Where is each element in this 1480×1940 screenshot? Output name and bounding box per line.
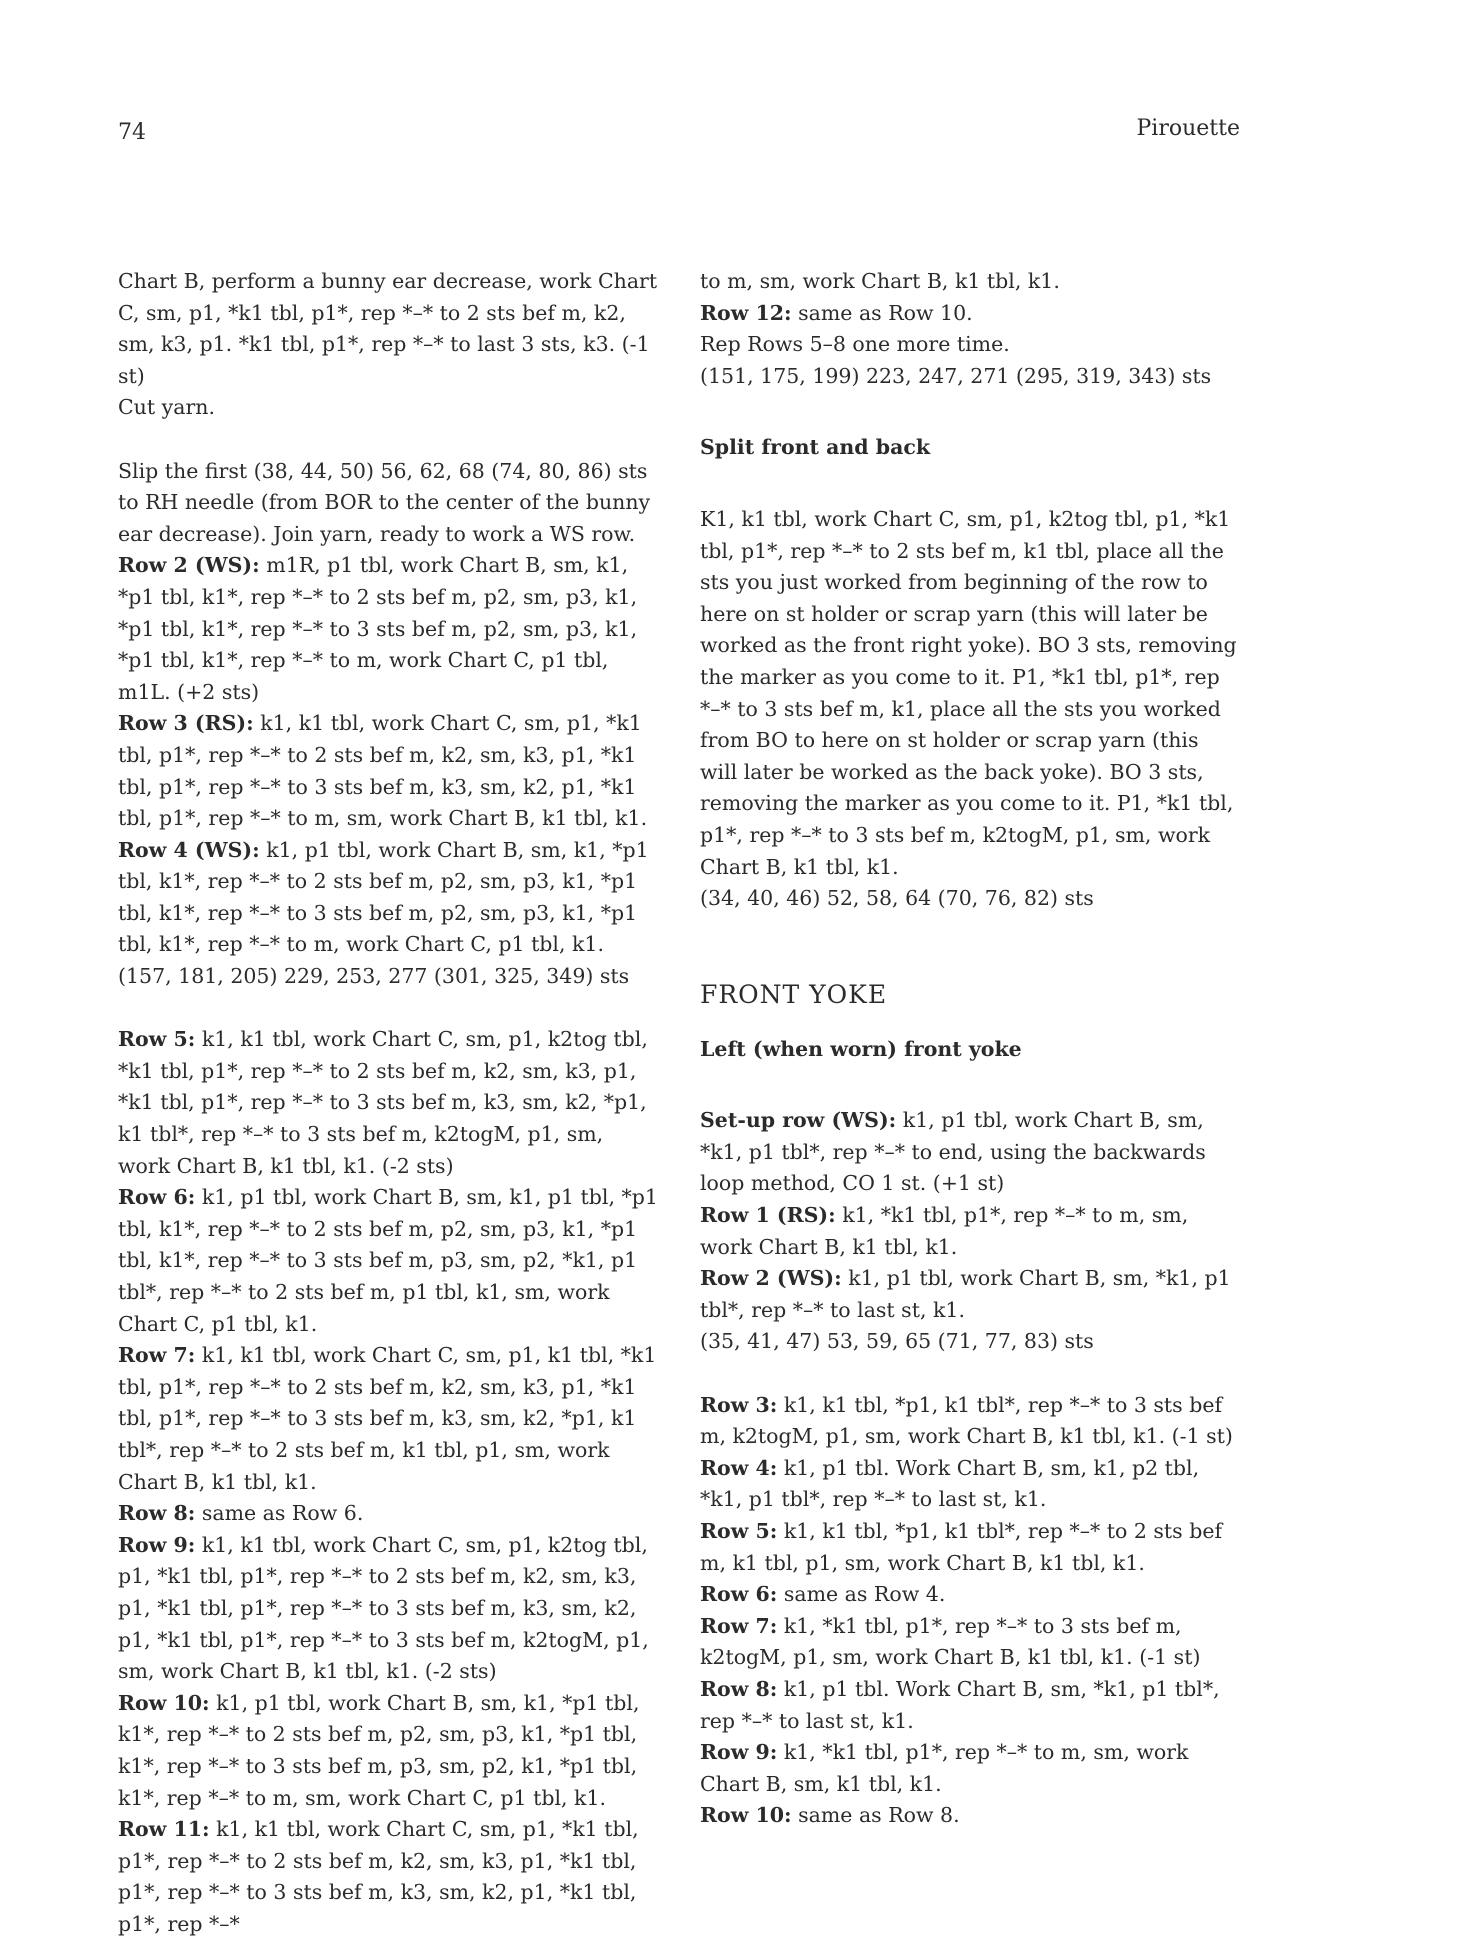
row-label: Row 10:: [700, 1803, 792, 1828]
left-front-yoke-heading: Left (when worn) front yoke: [700, 1036, 1022, 1061]
stitch-count: (157, 181, 205) 229, 253, 277 (301, 325, 349) sts: [118, 964, 630, 989]
row-label: Row 7:: [118, 1343, 196, 1368]
row-6-instruction: [118, 1182, 658, 1340]
row-text: k1, k1 tbl, work Chart C, sm, p1, *k1 tbl, p1*, rep *–* to 2 sts bef m, k2, sm, k3, p1, *k1 tbl, p1*, rep *–* to 3 sts bef m, k3, sm, k2, p1, *k1 tbl, p1*, rep *–*: [118, 1817, 639, 1936]
split-paragraph: K1, k1 tbl, work Chart C, sm, p1, k2tog tbl, p1, *k1 tbl, p1*, rep *–* to 2 sts bef m, k1 tbl, place all the sts you just worked from beginning of the row to here on st holder or scrap yarn (this will later be worked as the front right yoke). BO 3 sts, removing the marker as you come to it. P1, *k1 tbl, p1*, rep *–* to 3 sts bef m, k1, place all the sts you worked from BO to here on st holder or scrap yarn (this will later be worked as the back yoke). BO 3 sts, removing the marker as you come to it. P1, *k1 tbl, p1*, rep *–* to 3 sts bef m, k2togM, p1, sm, work Chart B, k1 tbl, k1.: [700, 506, 1237, 879]
row-text: k1, *k1 tbl, p1*, rep *–* to m, sm, work Chart B, k1 tbl, k1.: [700, 1203, 1189, 1259]
row-text: m1R, p1 tbl, work Chart B, sm, k1, *p1 tbl, k1*, rep *–* to 2 sts bef m, p2, sm, p3, k1, *p1 tbl, k1*, rep *–* to 3 sts bef m, p2, sm, p3, k1, *p1 tbl, k1*, rep *–* to m, work Chart C, p1 tbl, m1L. (+2 sts): [118, 553, 638, 704]
row-label: Row 10:: [118, 1690, 210, 1715]
row-label: Row 2 (WS):: [700, 1266, 842, 1291]
row-label: Set-up row (WS):: [700, 1108, 897, 1133]
row-label: Row 5:: [700, 1519, 778, 1543]
row-label: Row 9:: [700, 1740, 778, 1765]
row-label: Row 8:: [700, 1676, 778, 1701]
row-label: Row 3:: [700, 1392, 778, 1417]
row-text: same as Row 4.: [777, 1582, 946, 1607]
repeat-instruction: Rep Rows 5–8 one more time.: [700, 332, 1010, 357]
row-text: k1, p1 tbl. Work Chart B, sm, k1, p2 tbl, *k1, p1 tbl*, rep *–* to last st, k1.: [700, 1455, 1200, 1512]
row-label: Row 3 (RS):: [118, 711, 254, 736]
row-text: k1, k1 tbl, work Chart C, sm, p1, k2tog tbl, *k1 tbl, p1*, rep *–* to 2 sts bef m, k2, sm, k3, p1, *k1 tbl, p1*, rep *–* to 3 sts bef m, k3, sm, k2, *p1, k1 tbl*, rep *–* to 3 sts bef m, k2togM, p1, sm, work Chart B, k1 tbl, k1. (-2 sts): [118, 1027, 648, 1178]
row-text: same as Row 10.: [791, 300, 973, 325]
yoke-row-9-instruction: [700, 1737, 1240, 1800]
section-title: FRONT YOKE: [700, 979, 888, 1009]
row-text: k1, k1 tbl, work Chart C, sm, p1, k2tog tbl, p1, *k1 tbl, p1*, rep *–* to 2 sts bef m, k2, sm, k3, p1, *k1 tbl, p1*, rep *–* to 3 sts bef m, k3, sm, k2, p1, *k1 tbl, p1*, rep *–* to 3 sts bef m, k2togM, p1, sm, work Chart B, k1 tbl, k1. (-2 sts): [118, 1532, 649, 1684]
row-11-instruction: [118, 1814, 658, 1940]
row-3-instruction: [118, 708, 658, 834]
row-text: same as Row 6.: [195, 1501, 364, 1526]
yoke-row-10-instruction: [700, 1800, 1240, 1832]
yoke-row-1-instruction: [700, 1200, 1240, 1263]
row-text: k1, k1 tbl, work Chart C, sm, p1, k1 tbl, *k1 tbl, p1*, rep *–* to 2 sts bef m, k2, sm, k3, p1, *k1 tbl, p1*, rep *–* to 3 sts bef m, k3, sm, k2, *p1, k1 tbl*, rep *–* to 2 sts bef m, k1 tbl, p1, sm, work Chart B, k1 tbl, k1.: [118, 1343, 657, 1494]
setup-row-instruction: [700, 1105, 1240, 1200]
row-4-instruction: [118, 835, 658, 961]
stitch-count: (35, 41, 47) 53, 59, 65 (71, 77, 83) sts: [700, 1329, 1094, 1354]
row-label: Row 9:: [118, 1532, 196, 1557]
yoke-row-3-instruction: [700, 1390, 1240, 1453]
row-text: k1, k1 tbl, *p1, k1 tbl*, rep *–* to 2 sts bef m, k1 tbl, p1, sm, work Chart B, k1 tbl, k1.: [700, 1519, 1223, 1575]
row-text: k1, k1 tbl, *p1, k1 tbl*, rep *–* to 3 sts bef m, k2togM, p1, sm, work Chart B, k1 tbl, k1. (-1 st): [700, 1392, 1233, 1449]
yoke-row-2-instruction: [700, 1263, 1240, 1326]
stitch-count: (34, 40, 46) 52, 58, 64 (70, 76, 82) sts: [700, 886, 1094, 911]
left-column: [118, 266, 658, 1940]
slip-paragraph: Slip the first (38, 44, 50) 56, 62, 68 (74, 80, 86) sts to RH needle (from BOR to the center of the bunny ear decrease). Join yarn, ready to work a WS row.: [118, 458, 651, 546]
yoke-row-8-instruction: [700, 1674, 1240, 1737]
yoke-row-5-instruction: [700, 1516, 1240, 1579]
page-number: 74: [118, 120, 146, 145]
row-9-instruction: [118, 1530, 658, 1688]
row-10-instruction: [118, 1688, 658, 1814]
row-label: Row 5:: [118, 1027, 196, 1052]
row-label: Row 2 (WS):: [118, 553, 260, 578]
yoke-row-7-instruction: [700, 1611, 1240, 1674]
row-label: Row 12:: [700, 300, 792, 325]
row-text: k1, p1 tbl, work Chart B, sm, k1, *p1 tbl, k1*, rep *–* to 2 sts bef m, p2, sm, p3, k1, *p1 tbl, k1*, rep *–* to 3 sts bef m, p3, sm, p2, k1, *p1 tbl, k1*, rep *–* to m, sm, work Chart C, p1 tbl, k1.: [118, 1690, 640, 1810]
row-text: k1, k1 tbl, work Chart C, sm, p1, *k1 tbl, p1*, rep *–* to 2 sts bef m, k2, sm, k3, p1, *k1 tbl, p1*, rep *–* to 3 sts bef m, k3, sm, k2, p1, *k1 tbl, p1*, rep *–* to m, sm, work Chart B, k1 tbl, k1.: [118, 711, 648, 831]
row-text: k1, p1 tbl. Work Chart B, sm, *k1, p1 tbl*, rep *–* to last st, k1.: [700, 1676, 1220, 1733]
row-label: Row 4:: [700, 1455, 778, 1480]
stitch-count: (151, 175, 199) 223, 247, 271 (295, 319, 343) sts: [700, 363, 1212, 388]
cut-yarn-line: Cut yarn.: [118, 395, 215, 420]
yoke-row-4-instruction: [700, 1453, 1240, 1516]
running-title: Pirouette: [1136, 116, 1240, 141]
row-text: same as Row 8.: [791, 1803, 960, 1828]
row-text: k1, p1 tbl, work Chart B, sm, k1, *p1 tbl, k1*, rep *–* to 2 sts bef m, p2, sm, p3, k1, *p1 tbl, k1*, rep *–* to 3 sts bef m, p2, sm, p3, k1, *p1 tbl, k1*, rep *–* to m, work Chart C, p1 tbl, k1.: [118, 837, 649, 957]
row-7-instruction: [118, 1340, 658, 1498]
yoke-row-6-instruction: [700, 1579, 1240, 1611]
row-2-instruction: [118, 550, 658, 708]
row-label: Row 6:: [118, 1185, 196, 1210]
split-heading: Split front and back: [700, 435, 931, 460]
row-8-instruction: [118, 1498, 658, 1530]
row-text: k1, p1 tbl, work Chart B, sm, *k1, p1 tbl*, rep *–* to end, using the backwards loop method, CO 1 st. (+1 st): [700, 1108, 1206, 1196]
row-label: Row 7:: [700, 1613, 778, 1638]
row-label: Row 11:: [118, 1817, 210, 1842]
row-label: Row 1 (RS):: [700, 1203, 836, 1228]
row-12-instruction: [700, 298, 1240, 330]
row-label: Row 4 (WS):: [118, 837, 260, 862]
intro-paragraph: Chart B, perform a bunny ear decrease, work Chart C, sm, p1, *k1 tbl, p1*, rep *–* to 2 sts bef m, k2, sm, k3, p1. *k1 tbl, p1*, rep *–* to last 3 sts, k3. (-1 st): [118, 269, 658, 388]
right-column: [700, 266, 1240, 1832]
row-text: k1, p1 tbl, work Chart B, sm, *k1, p1 tbl*, rep *–* to last st, k1.: [700, 1266, 1231, 1322]
row-text: k1, p1 tbl, work Chart B, sm, k1, p1 tbl, *p1 tbl, k1*, rep *–* to 2 sts bef m, p2, sm, p3, k1, *p1 tbl, k1*, rep *–* to 3 sts bef m, p3, sm, p2, *k1, p1 tbl*, rep *–* to 2 sts bef m, p1 tbl, k1, sm, work Chart C, p1 tbl, k1.: [118, 1185, 658, 1336]
row-label: Row 8:: [118, 1501, 196, 1526]
row-label: Row 6:: [700, 1582, 778, 1607]
row-5-instruction: [118, 1024, 658, 1182]
continuation-line: to m, sm, work Chart B, k1 tbl, k1.: [700, 269, 1060, 293]
row-text: k1, *k1 tbl, p1*, rep *–* to m, sm, work Chart B, sm, k1 tbl, k1.: [700, 1740, 1189, 1796]
row-text: k1, *k1 tbl, p1*, rep *–* to 3 sts bef m, k2togM, p1, sm, work Chart B, k1 tbl, k1. (-1 st): [700, 1613, 1201, 1670]
